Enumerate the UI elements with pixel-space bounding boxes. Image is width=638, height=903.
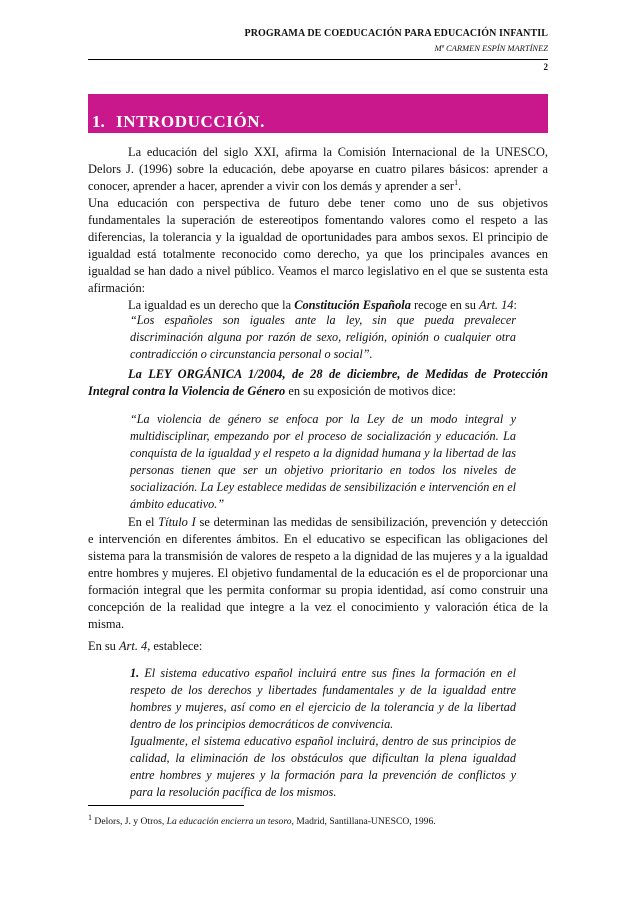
title-i-name: Título I (158, 515, 196, 529)
law-title: La LEY ORGÁNICA 1/2004, de 28 de diciembre, de Medidas de Protección Integral contra la Violencia de Género (88, 367, 548, 398)
quote-constitution: “Los españoles son iguales ante la ley, sin que pueda prevalecer discriminación alguna por razón de sexo, religión, opinión o cualquier otra contradicción o circunstancia personal o social”. (130, 313, 516, 361)
header-program-title: PROGRAMA DE COEDUCACIÓN PARA EDUCACIÓN INFANTIL (244, 28, 548, 39)
paragraph-law (88, 366, 548, 400)
footnote-text-b: , Madrid, Santillana-UNESCO, 1996. (291, 816, 436, 827)
art4-name: Art. 4 (118, 639, 148, 653)
law-text: en su exposición de motivos dice: (285, 384, 456, 398)
header-divider (88, 59, 548, 60)
footnote (88, 812, 548, 828)
paragraph-art4 (88, 638, 548, 655)
title-i-text-a: En el (128, 515, 159, 529)
quote-art4-para2: Igualmente, el sistema educativo español incluirá, dentro de sus principios de calidad, la eliminación de los obstáculos que dificultan la plena igualdad entre hombres y mujeres y la formación para la prevención de conflictos y para la resolución pacífica de los mismos. (130, 734, 516, 799)
page-number: 2 (543, 62, 548, 72)
title-i-block (88, 514, 548, 633)
intro-text-block-1 (88, 144, 548, 314)
quote-law: “La violencia de género se enfoca por la Ley de un modo integral y multidisciplinar, empezando por el proceso de socialización y educación. La conquista de la igualdad y el respeto a la dignidad humana y la libertad de las personas tienen que ser un objetivo prioritario en todos los niveles de socialización. La Ley establece medidas de sensibilización e intervención en el ámbito educativo.” (130, 412, 516, 511)
quote-art4-number: 1. (130, 666, 140, 680)
footnote-number: 1 (88, 812, 92, 822)
header-author: Mª CARMEN ESPÍN MARTÍNEZ (434, 43, 548, 53)
section-number: 1. (92, 112, 105, 131)
law-intro-block (88, 366, 548, 400)
paragraph-unesco-end: . (458, 179, 462, 193)
art4-text-a: En su (88, 639, 119, 653)
quote-art4-text: El sistema educativo español incluirá entre sus fines la formación en el respeto de los derechos y libertades fundamentales y de la igualdad entre hombres y mujeres, así como en el ejercicio de la tolerancia y de la libertad dentro de los principios democráticos de convivencia. (130, 666, 516, 731)
art4-block (88, 638, 548, 655)
paragraph-unesco-text: La educación del siglo XXI, afirma la Comisión Internacional de la UNESCO, Delors J. (1996) sobre la educación, debe apoyarse en cuatro pilares básicos: aprender a conocer, aprender a hacer, aprender a vivir con los demás y aprender a ser (88, 145, 548, 193)
constitution-text-e: : (513, 298, 517, 312)
quote-art4 (130, 665, 516, 801)
section-heading-band (88, 94, 548, 133)
constitution-article: Art. 14 (479, 298, 514, 312)
paragraph-perspective: Una educación con perspectiva de futuro debe tener como uno de sus objetivos fundamentales la superación de estereotipos fomentando valores como el respeto a las diferencias, la tolerancia y la igualdad de oportunidades para ambos sexos. El principio de igualdad está totalmente reconocido como derecho, ya que los principales avances en igualdad se han dado a nivel público. Veamos el marco legislativo en el que se sustenta esta afirmación: (88, 196, 548, 295)
footnote-book-title: La educación encierra un tesoro (166, 816, 292, 827)
art4-text-c: , establece: (147, 639, 203, 653)
paragraph-title-i (88, 514, 548, 633)
footnote-text-a: Delors, J. y Otros, (92, 816, 167, 827)
title-i-text-c: se determinan las medidas de sensibilización, prevención y detección e intervención en diferentes ámbitos. En el educativo se especifican las obligaciones del sistema para la transmisión de valores de respeto a la dignidad de las mujeres y a la igualdad entre hombres y mujeres. El objetivo fundamental de la educación es el de proporcionar una formación integral que les permita conformar su propia identidad, así como construir una concepción de la realidad que integre a la vez el conocimiento y valoración ética de la misma. (88, 515, 548, 631)
section-title: INTRODUCCIÓN. (116, 112, 266, 131)
constitution-name: Constitución Española (294, 298, 411, 312)
paragraph-unesco (88, 144, 548, 195)
footnote-divider (88, 805, 244, 806)
constitution-text-c: recoge en su (410, 298, 480, 312)
footnote-ref[interactable]: 1 (454, 177, 459, 187)
constitution-text-a: La igualdad es un derecho que la (128, 298, 295, 312)
quote-art4-para1 (130, 665, 516, 733)
